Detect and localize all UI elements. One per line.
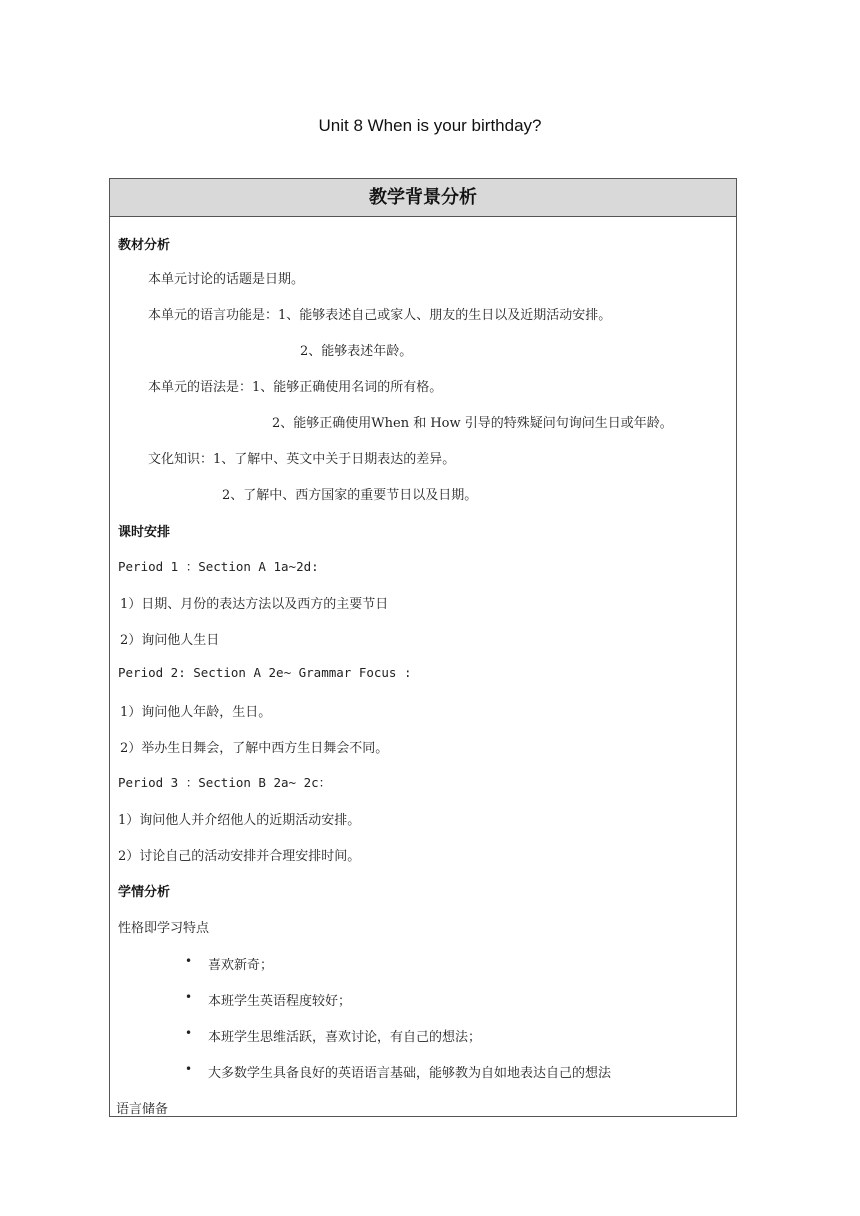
list-item: 大多数学生具备良好的英语语言基础，能够教为自如地表达自己的想法	[208, 1066, 612, 1081]
material-grammar-2: 2、能够正确使用When 和 How 引导的特殊疑问句询问生日或年龄。	[272, 416, 673, 431]
list-item: 本班学生思维活跃，喜欢讨论，有自己的想法；	[208, 1030, 482, 1045]
material-function-1: 本单元的语言功能是：1、能够表述自己或家人、朋友的生日以及近期活动安排。	[148, 308, 612, 323]
period-3-title: Period 3 ：Section B 2a~ 2c：	[118, 775, 332, 790]
students-heading: 学情分析	[118, 885, 171, 900]
list-item: 本班学生英语程度较好；	[208, 994, 352, 1009]
material-heading: 教材分析	[118, 238, 171, 253]
period-1-item-2: 2）询问他人生日	[120, 633, 220, 648]
period-2-item-1: 1）询问他人年龄，生日。	[120, 705, 272, 720]
background-analysis-table	[109, 178, 737, 1117]
period-3-item-1: 1）询问他人并介绍他人的近期活动安排。	[118, 813, 361, 828]
period-1-title: Period 1 ：Section A 1a~2d:	[118, 559, 319, 574]
bullet-icon: •	[185, 1062, 193, 1076]
bullet-icon: •	[185, 990, 193, 1004]
period-1-item-1: 1）日期、月份的表达方法以及西方的主要节日	[120, 597, 389, 612]
period-2-item-2: 2）举办生日舞会，了解中西方生日舞会不同。	[120, 741, 389, 756]
material-function-2: 2、能够表述年龄。	[300, 344, 413, 359]
document-title: Unit 8 When is your birthday?	[318, 116, 542, 135]
schedule-heading: 课时安排	[118, 525, 171, 540]
material-grammar-1: 本单元的语法是：1、能够正确使用名词的所有格。	[148, 380, 443, 395]
material-culture-2: 2、了解中、西方国家的重要节日以及日期。	[222, 488, 478, 503]
language-reserve-label: 语言储备	[116, 1102, 169, 1117]
bullet-icon: •	[185, 954, 193, 968]
list-item: 喜欢新奇；	[208, 958, 274, 973]
table-header: 教学背景分析	[110, 179, 736, 217]
period-2-title: Period 2: Section A 2e~ Grammar Focus :	[118, 665, 412, 680]
students-subheading: 性格即学习特点	[118, 921, 210, 936]
period-3-item-2: 2）讨论自己的活动安排并合理安排时间。	[118, 849, 361, 864]
material-topic: 本单元讨论的话题是日期。	[148, 272, 305, 287]
bullet-icon: •	[185, 1026, 193, 1040]
material-culture-1: 文化知识：1、了解中、英文中关于日期表达的差异。	[148, 452, 456, 467]
